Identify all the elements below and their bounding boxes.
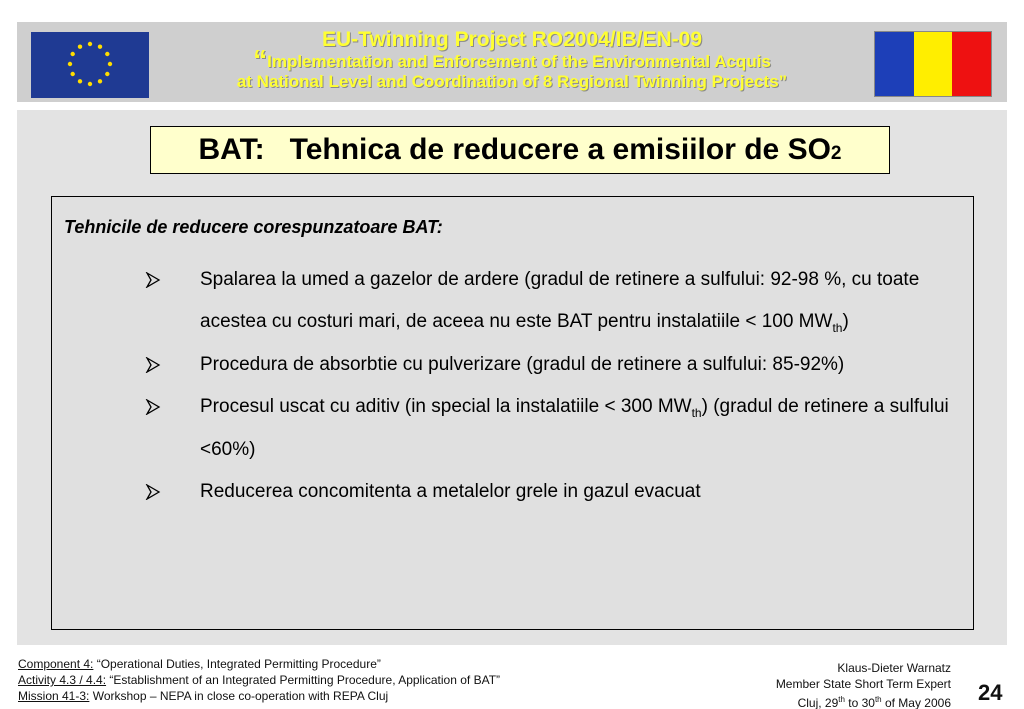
author-role: Member State Short Term Expert <box>775 677 951 691</box>
arrow-bullet-icon <box>145 471 165 513</box>
title-main: Tehnica de reducere a emisiilor de SO <box>289 133 831 166</box>
footer-mission: Mission 41-3: Workshop – NEPA in close co-operation with REPA Cluj <box>18 689 389 703</box>
list-item: Reducerea concomitenta a metalelor grele in gazul evacuat <box>52 471 973 513</box>
header-text <box>157 28 867 92</box>
romania-flag-icon <box>874 31 992 97</box>
author-name: Klaus-Dieter Warnatz <box>837 661 951 675</box>
content-heading: Tehnicile de reducere corespunzatoare BAT: <box>64 217 443 237</box>
footer-author-info <box>776 660 951 709</box>
content-box <box>51 196 974 630</box>
event-date: Cluj, 29th to 30th of May 2006 <box>797 695 951 709</box>
project-title-line1: “Implementation and Enforcement of the Environmental Acquis <box>253 44 771 75</box>
eu-flag-icon <box>31 32 149 98</box>
footer-component: Component 4: “Operational Duties, Integrated Permitting Procedure” <box>18 657 381 671</box>
arrow-bullet-icon <box>145 344 165 386</box>
list-item: Spalarea la umed a gazelor de ardere (gradul de retinere a sulfului: 92-98 %, cu toate acestea cu costuri mari, de aceea nu este BAT pentru instalatiile < 100 $MW_{th}$) <box>52 259 973 344</box>
footer-project-info <box>18 656 500 704</box>
arrow-bullet-icon <box>145 259 165 301</box>
title-prefix: BAT: <box>198 133 265 166</box>
title-subscript: 2 <box>830 143 842 164</box>
header-banner <box>17 22 1007 102</box>
page-number: 24 <box>978 680 1003 705</box>
slide-title <box>150 126 890 174</box>
project-code: EU-Twinning Project RO2004/IB/EN-09 <box>321 28 703 51</box>
list-item: Procesul uscat cu aditiv (in special la instalatiile < 300 $MW_{th}$) (gradul de retinere a sulfului <60%) <box>52 386 973 471</box>
bullet-list <box>52 259 973 513</box>
arrow-bullet-icon <box>145 386 165 428</box>
project-title-line2: at National Level and Coordination of 8 Regional Twinning Projects” <box>236 72 788 91</box>
list-item: Procedura de absorbtie cu pulverizare (gradul de retinere a sulfului: 85-92%) <box>52 344 973 386</box>
footer-activity: Activity 4.3 / 4.4: “Establishment of an Integrated Permitting Procedure, Application of BAT” <box>18 673 501 687</box>
